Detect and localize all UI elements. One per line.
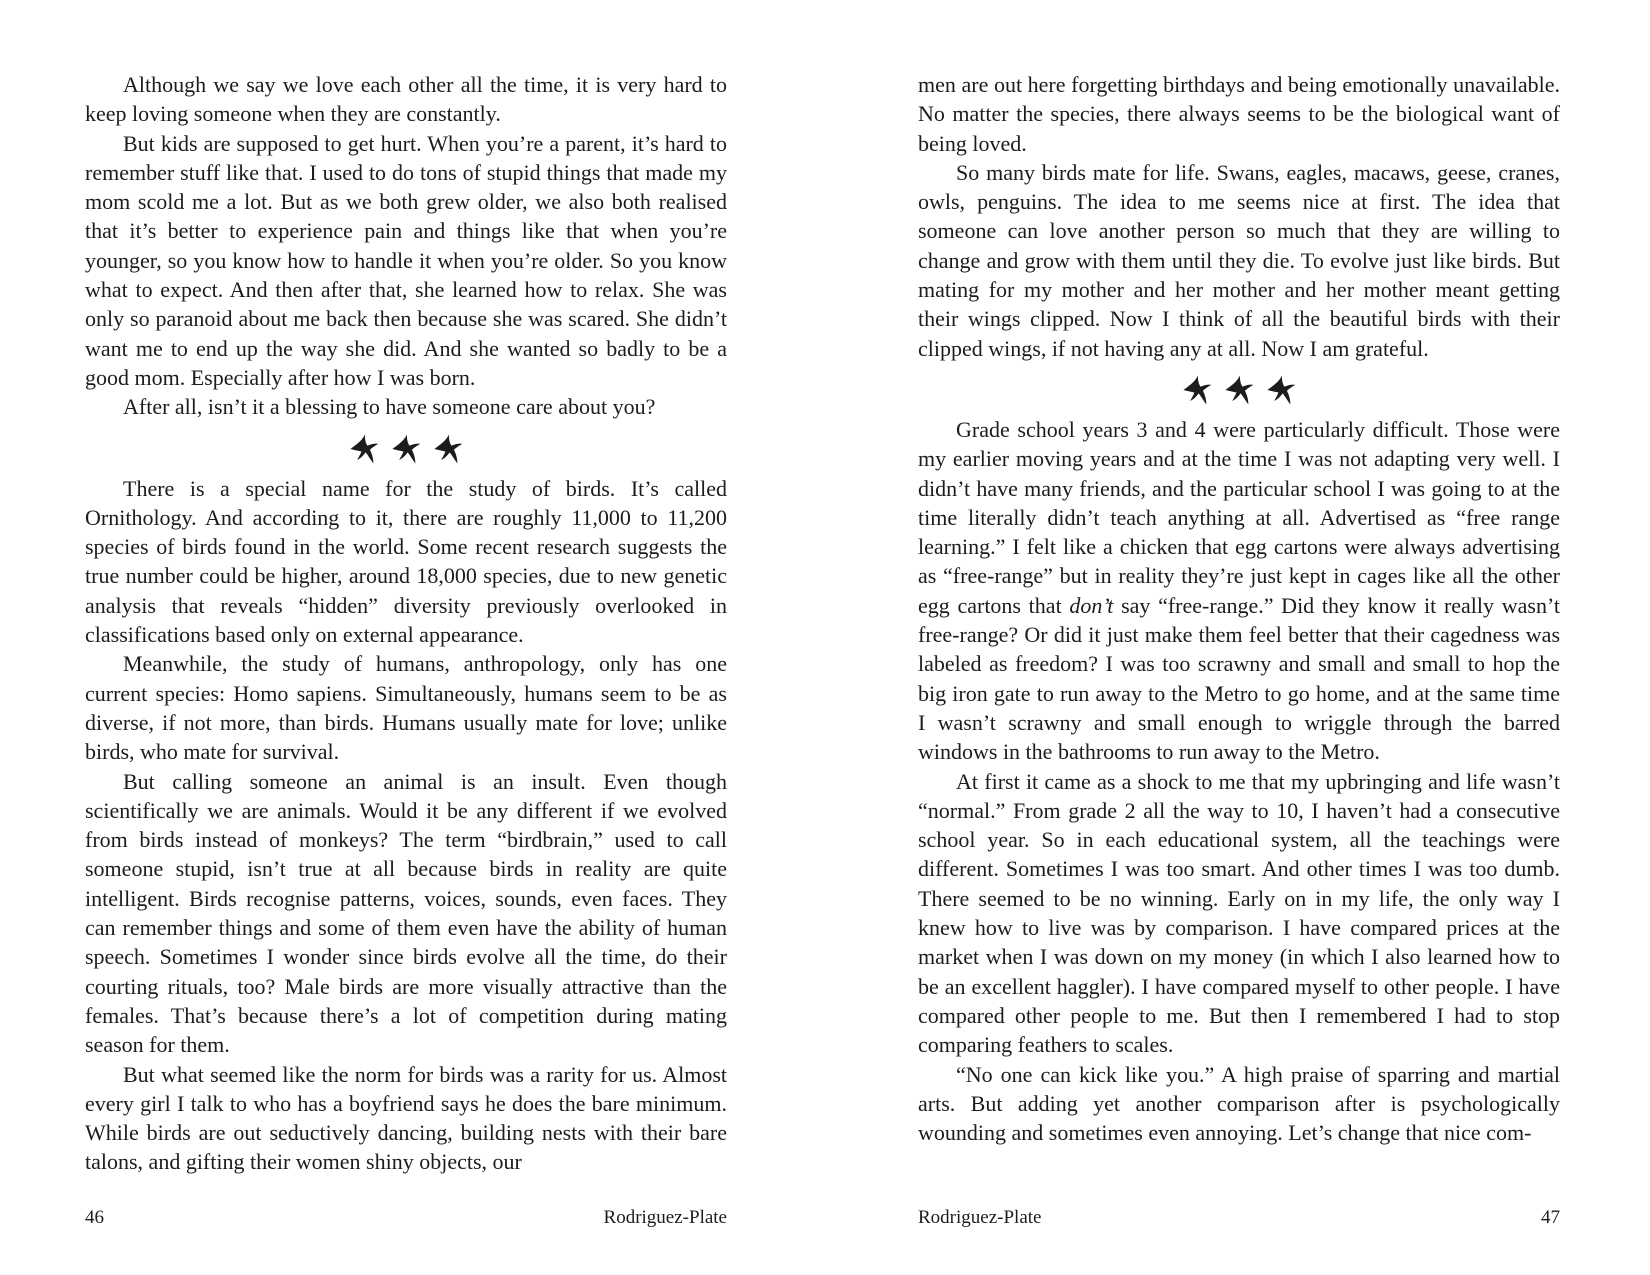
paragraph xyxy=(918,415,1560,767)
paragraph: “No one can kick like you.” A high praise of sparring and martial arts. But adding yet another comparison after is psychologically wounding and sometimes even annoying. Let’s change that nice com- xyxy=(918,1061,1560,1146)
bird-silhouette-icon xyxy=(347,432,381,466)
bird-silhouette-icon xyxy=(1264,373,1298,407)
paragraph: But calling someone an animal is an insult. Even though scientifically we are animals. Would it be any different if we evolved from birds instead of monkeys? The term “birdbrain,” used to call someone stupid, isn’t true at all because birds in reality are quite intelligent. Birds recognise patterns, voices, sounds, even faces. They can remember things and some of them even have the ability of human speech. Sometimes I wonder since birds evolve all the time, do their courting rituals, too? Male birds are more visually attractive than the females. That’s because there’s a lot of competition during mating season for them. xyxy=(85,768,727,1058)
bird-silhouette-icon xyxy=(431,432,465,466)
left-page-body xyxy=(85,70,727,1177)
page-number: 46 xyxy=(85,1207,104,1228)
paragraph: Meanwhile, the study of humans, anthropology, only has one current species: Homo sapiens. Simultaneously, humans seem to be as diverse, if not more, than birds. Humans usually mate for love; unlike birds, who mate for survival. xyxy=(85,651,727,765)
paragraph: So many birds mate for life. Swans, eagles, macaws, geese, cranes, owls, penguins. The idea to me seems nice at first. The idea that someone can love another person so much that they are willing to change and grow with them until they die. To evolve just like birds. But mating for my mother and her mother and her mother meant getting their wings clipped. Now I think of all the beautiful birds with their clipped wings, if not having any at all. Now I am grateful. xyxy=(918,159,1560,361)
running-footer: Rodriguez-Plate xyxy=(918,1207,1042,1228)
bird-silhouette-icon xyxy=(1180,373,1214,407)
paragraph-continued: men are out here forgetting birthdays and being emotionally unavailable. No matter the species, there always seems to be the biological want of being loved. xyxy=(918,72,1560,156)
right-page xyxy=(825,0,1650,1275)
section-break xyxy=(918,367,1560,413)
paragraph: There is a special name for the study of birds. It’s called Ornithology. And according to it, there are roughly 11,000 to 11,200 species of birds found in the world. Some recent research suggests the true number could be higher, around 18,000 species, due to new genetic analysis that reveals “hidden” diversity previously overlooked in classifications based only on external appearance. xyxy=(85,475,727,648)
page-number: 47 xyxy=(1541,1207,1560,1228)
bird-silhouette-icon xyxy=(389,432,423,466)
paragraph: After all, isn’t it a blessing to have someone care about you? xyxy=(123,394,656,420)
paragraph: But what seemed like the norm for birds was a rarity for us. Almost every girl I talk to who has a boyfriend says he does the bare minimum. While birds are out seductively dancing, building nests with their bare talons, and gifting their women shiny objects, our xyxy=(85,1061,727,1175)
paragraph: Although we say we love each other all the time, it is very hard to keep loving someone when they are constantly. xyxy=(85,72,727,127)
paragraph-text: say “free-range.” Did they know it really wasn’t free-range? Or did it just make them feel better that their cagedness was labeled as freedom? I was too scrawny and small and small to hop the big iron gate to run away to the Metro to go home, and at the same time I wasn’t scrawny and small enough to wriggle through the barred windows in the bathrooms to run away to the Metro. xyxy=(918,592,1560,765)
bird-silhouette-icon xyxy=(1222,373,1256,407)
emphasis-text: don’t xyxy=(1069,592,1114,618)
right-page-body xyxy=(918,70,1560,1147)
paragraph-text: Grade school years 3 and 4 were particularly difficult. Those were my earlier moving years and at the time I was not adapting very well. I didn’t have many friends, and the particular school I was going to at the time literally didn’t teach anything at all. Advertised as “free range learning.” I felt like a chicken that egg cartons were always advertising as “free-range” but in reality they’re just kept in cages like all the other egg cartons that xyxy=(918,416,1560,618)
section-break xyxy=(85,426,727,472)
paragraph: At first it came as a shock to me that my upbringing and life wasn’t “normal.” From grade 2 all the way to 10, I haven’t had a consecutive school year. So in each educational system, all the teachings were different. Sometimes I was too smart. And other times I was too dumb. There seemed to be no winning. Early on in my life, the only way I knew how to live was by comparison. I have compared prices at the market when I was down on my money (in which I also learned how to be an excellent haggler). I have compared myself to other people. I have compared other people to me. But then I remembered I had to stop comparing feathers to scales. xyxy=(918,768,1560,1058)
paragraph: But kids are supposed to get hurt. When you’re a parent, it’s hard to remember stuff like that. I used to do tons of stupid things that made my mom scold me a lot. But as we both grew older, we also both realised that it’s better to experience pain and things like that when you’re younger, so you know how to handle it when you’re older. So you know what to expect. And then after that, she learned how to relax. She was only so paranoid about me back then because she was scared. She didn’t want me to end up the way she did. And she wanted so badly to be a good mom. Especially after how I was born. xyxy=(85,130,727,390)
running-footer: Rodriguez-Plate xyxy=(603,1207,727,1228)
